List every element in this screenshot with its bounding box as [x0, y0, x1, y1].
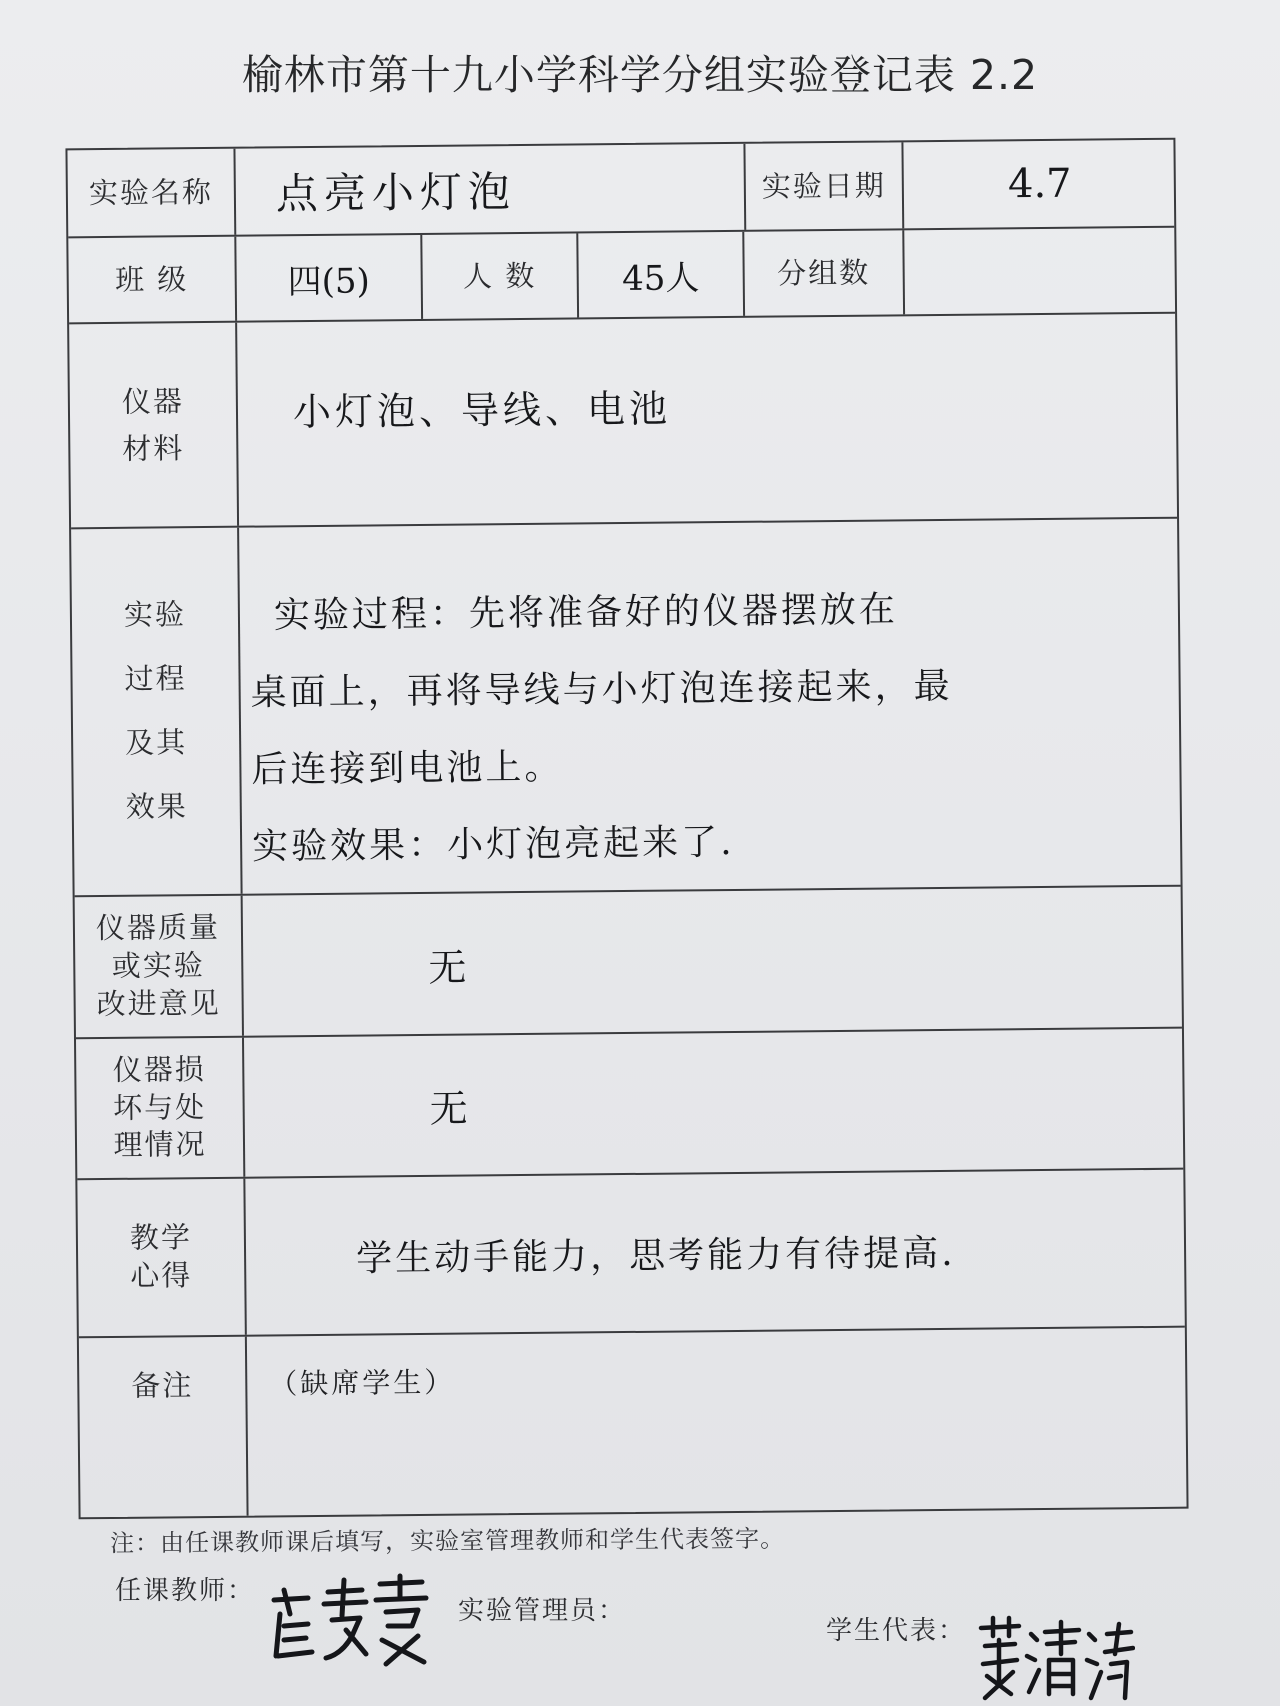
table-row-quality	[75, 887, 1182, 1040]
label-exp-date: 实验日期	[745, 142, 904, 230]
label-groups: 分组数	[744, 230, 905, 316]
value-remarks: （缺席学生）	[269, 1365, 456, 1401]
admin-label: 实验管理员：	[458, 1596, 627, 1626]
student-signature	[975, 1614, 1135, 1706]
teacher-label: 任课教师：	[115, 1576, 256, 1606]
table-row-materials	[69, 314, 1177, 530]
teacher-signature	[262, 1570, 432, 1670]
value-groups	[904, 228, 1177, 315]
registration-table	[65, 138, 1188, 1520]
process-line: 实验效果：小灯泡亮起来了.	[251, 821, 735, 868]
process-line: 实验过程：先将准备好的仪器摆放在	[273, 589, 899, 637]
label-count: 人 数	[422, 233, 579, 318]
table-row-reflection	[77, 1170, 1184, 1339]
value-process	[239, 519, 1182, 894]
table-row-process	[71, 519, 1180, 898]
value-class: 四(5)	[236, 235, 423, 321]
value-exp-date: 4.7	[1007, 160, 1072, 208]
value-damage: 无	[429, 1086, 468, 1131]
process-line: 后连接到电池上。	[251, 746, 564, 791]
label-remarks: 备注	[79, 1337, 249, 1518]
label-reflection: 教学 心得	[77, 1179, 246, 1337]
label-exp-name: 实验名称	[67, 149, 236, 237]
footer-note: 注：由任课教师课后填写，实验室管理教师和学生代表签字。	[109, 1524, 786, 1558]
table-row-class	[68, 228, 1175, 325]
value-materials: 小灯泡、导线、电池	[292, 386, 672, 435]
value-count: 45人	[578, 232, 745, 318]
value-exp-name: 点亮小灯泡	[235, 144, 746, 235]
label-materials: 仪器 材料	[69, 323, 239, 528]
student-label: 学生代表：	[826, 1616, 967, 1646]
label-damage: 仪器损 坏与处 理情况	[76, 1038, 245, 1179]
value-quality: 无	[428, 945, 467, 990]
value-reflection: 学生动手能力，思考能力有待提高.	[355, 1232, 956, 1280]
form-title: 榆林市第十九小学科学分组实验登记表 2.2	[241, 51, 1039, 99]
table-row-remarks	[79, 1328, 1187, 1518]
label-quality: 仪器质量 或实验 改进意见	[75, 896, 244, 1038]
label-process: 实验 过程 及其 效果	[71, 528, 243, 896]
label-class: 班 级	[68, 237, 237, 323]
table-row-damage	[76, 1029, 1183, 1181]
process-line: 桌面上，再将导线与小灯泡连接起来，最	[250, 665, 953, 714]
table-row-name	[67, 140, 1174, 239]
